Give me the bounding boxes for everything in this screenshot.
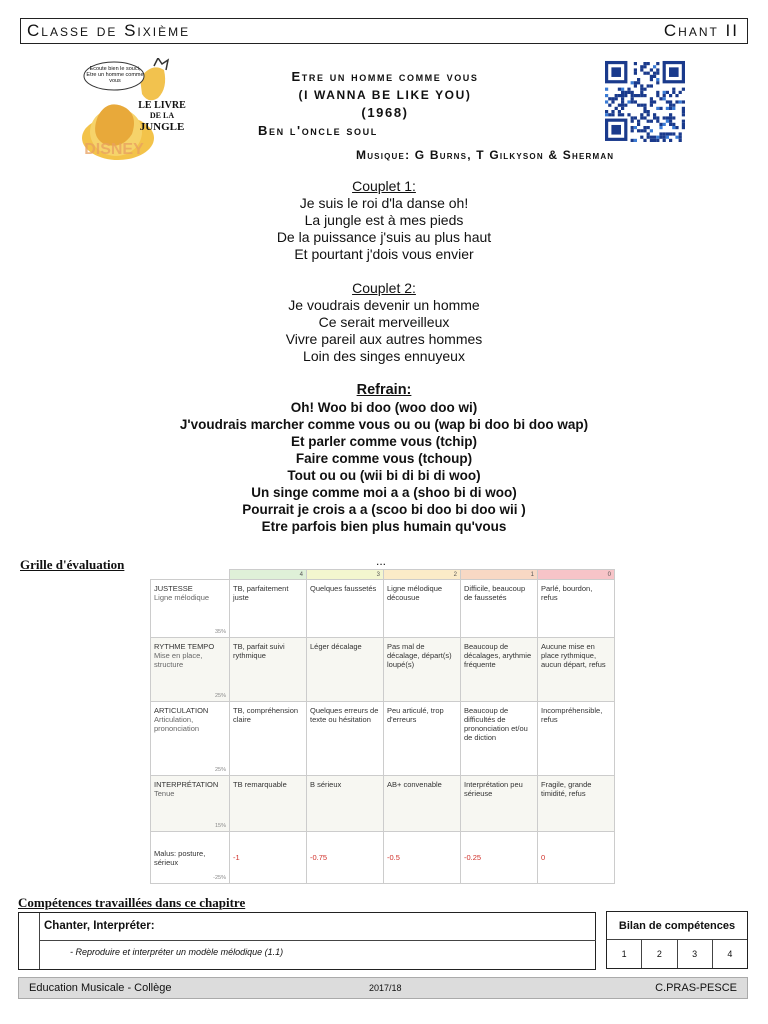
grid-cell: Beaucoup de difficultés de prononciation et/ou de diction (461, 702, 538, 776)
grid-cell: Beaucoup de décalages, arythmie fréquente (461, 638, 538, 702)
grid-cell: Quelques erreurs de texte ou hésitation (307, 702, 384, 776)
grid-ellipsis: ... (376, 554, 387, 568)
footer-subject: Education Musicale - Collège (29, 982, 172, 994)
bilan-level[interactable]: 3 (678, 940, 713, 968)
level-header: 2 (384, 570, 461, 580)
level-header: 0 (538, 570, 615, 580)
grid-cell: Pas mal de décalage, départ(s) loupé(s) (384, 638, 461, 702)
footer-year: 2017/18 (369, 983, 402, 993)
criterion-cell: JUSTESSE Ligne mélodique 35% (151, 580, 230, 638)
song-title: Etre un homme comme vous (291, 69, 479, 84)
grid-row (151, 776, 615, 832)
svg-text:DE LA: DE LA (149, 111, 175, 120)
refrain-line: Et parler comme vous (tchip) (290, 434, 478, 449)
grid-row (151, 702, 615, 776)
lyrics (100, 178, 668, 365)
level-header: 1 (461, 570, 538, 580)
bilan-level[interactable]: 2 (642, 940, 677, 968)
refrain-line: J'voudrais marcher comme vous ou ou (wap bi doo bi doo wap) (179, 417, 589, 432)
page-footer (18, 977, 748, 999)
lyric-line: Et pourtant j'dois vous envier (294, 246, 474, 262)
chant-number: Chant II (663, 21, 739, 40)
grid-header-row (151, 570, 615, 580)
song-artist: Ben l'oncle soul (258, 123, 378, 138)
lyric-line: Loin des singes ennuyeux (303, 348, 465, 364)
lyric-line: Je suis le roi d'la danse oh! (299, 195, 469, 211)
competence-domain: Chanter, Interpréter: (40, 913, 596, 941)
refrain-line: Oh! Woo bi doo (woo doo wi) (290, 400, 478, 415)
refrain-line: Tout ou ou (wii bi di bi di woo) (287, 468, 481, 483)
malus-cell: -0.75 (307, 832, 384, 884)
grid-cell: Fragile, grande timidité, refus (538, 776, 615, 832)
grid-cell: TB remarquable (230, 776, 307, 832)
grid-cell: Parlé, bourdon, refus (538, 580, 615, 638)
lyric-line: Ce serait merveilleux (318, 314, 450, 330)
composers: Musique: G Burns, T Gilkyson & Sherman (356, 148, 615, 162)
refrain-line: Un singe comme moi a a (shoo bi di woo) (251, 485, 517, 500)
malus-cell: -0.5 (384, 832, 461, 884)
grid-cell: Interprétation peu sérieuse (461, 776, 538, 832)
couplet1-heading: Couplet 1: (352, 178, 416, 194)
footer-author: C.PRAS-PESCE (655, 982, 737, 994)
level-header: 4 (230, 570, 307, 580)
grid-cell: Quelques faussetés (307, 580, 384, 638)
grid-cell: TB, parfaitement juste (230, 580, 307, 638)
competences-box (18, 912, 596, 970)
refrain-line: Pourrait je crois a a (scoo bi doo bi doo wii ) (242, 502, 526, 517)
lyric-line: De la puissance j'suis au plus haut (276, 229, 492, 245)
logo-bubble-text: Ecoute bien le souci, Etre un homme comme vous (86, 66, 144, 84)
malus-cell: -0.25 (461, 832, 538, 884)
competence-item: - Reproduire et interpréter un modèle mélodique (1.1) (70, 947, 284, 957)
grid-cell: AB+ convenable (384, 776, 461, 832)
class-label: Classe de Sixième (27, 21, 191, 40)
criterion-cell: ARTICULATION Articulation, prononciation 25% (151, 702, 230, 776)
bilan-box (606, 911, 748, 969)
song-subtitle: (I WANNA BE LIKE YOU) (298, 88, 472, 102)
grid-cell: TB, parfait suivi rythmique (230, 638, 307, 702)
svg-text:JUNGLE: JUNGLE (139, 121, 185, 133)
lyric-line: Je voudrais devenir un homme (288, 297, 480, 313)
grid-row (151, 638, 615, 702)
bilan-title: Bilan de compétences (607, 912, 747, 940)
refrain (100, 382, 668, 535)
criterion-cell: RYTHME TEMPO Mise en place, structure 25% (151, 638, 230, 702)
evaluation-grid (150, 569, 615, 884)
lyric-line: La jungle est à mes pieds (304, 212, 464, 228)
grid-cell: Léger décalage (307, 638, 384, 702)
logo-illustration (78, 58, 188, 164)
grid-cell: B sérieux (307, 776, 384, 832)
refrain-line: Etre parfois bien plus humain qu'vous (261, 519, 507, 534)
grid-cell: Peu articulé, trop d'erreurs (384, 702, 461, 776)
song-year: (1968) (361, 105, 409, 120)
grid-cell: Ligne mélodique décousue (384, 580, 461, 638)
qr-code-icon (605, 60, 685, 144)
grid-cell: Aucune mise en place rythmique, aucun départ, refus (538, 638, 615, 702)
qr-code[interactable] (605, 60, 685, 144)
criterion-cell: INTERPRÉTATION Tenue 15% (151, 776, 230, 832)
svg-text:LE LIVRE: LE LIVRE (138, 100, 186, 111)
competences-title: Compétences travaillées dans ce chapitre (18, 895, 246, 910)
lyric-line: Vivre pareil aux autres hommes (285, 331, 483, 347)
grid-cell: Incompréhensible, refus (538, 702, 615, 776)
grid-row (151, 580, 615, 638)
page-header (20, 18, 748, 44)
grid-title: Grille d'évaluation (20, 557, 125, 572)
bilan-level[interactable]: 4 (727, 949, 733, 959)
refrain-heading: Refrain: (356, 382, 412, 398)
disney-watermark: DISNEY (84, 141, 144, 158)
couplet2-heading: Couplet 2: (352, 280, 416, 296)
song-title-block (240, 68, 530, 140)
criterion-cell: Malus: posture, sérieux -25% (151, 832, 230, 884)
jungle-book-logo (78, 58, 188, 164)
level-header: 3 (307, 570, 384, 580)
refrain-line: Faire comme vous (tchoup) (295, 451, 473, 466)
grid-cell: TB, compréhension claire (230, 702, 307, 776)
malus-cell: -1 (230, 832, 307, 884)
grid-cell: Difficile, beaucoup de faussetés (461, 580, 538, 638)
malus-cell: 0 (538, 832, 615, 884)
grid-row-malus (151, 832, 615, 884)
bilan-level[interactable]: 1 (607, 940, 642, 968)
